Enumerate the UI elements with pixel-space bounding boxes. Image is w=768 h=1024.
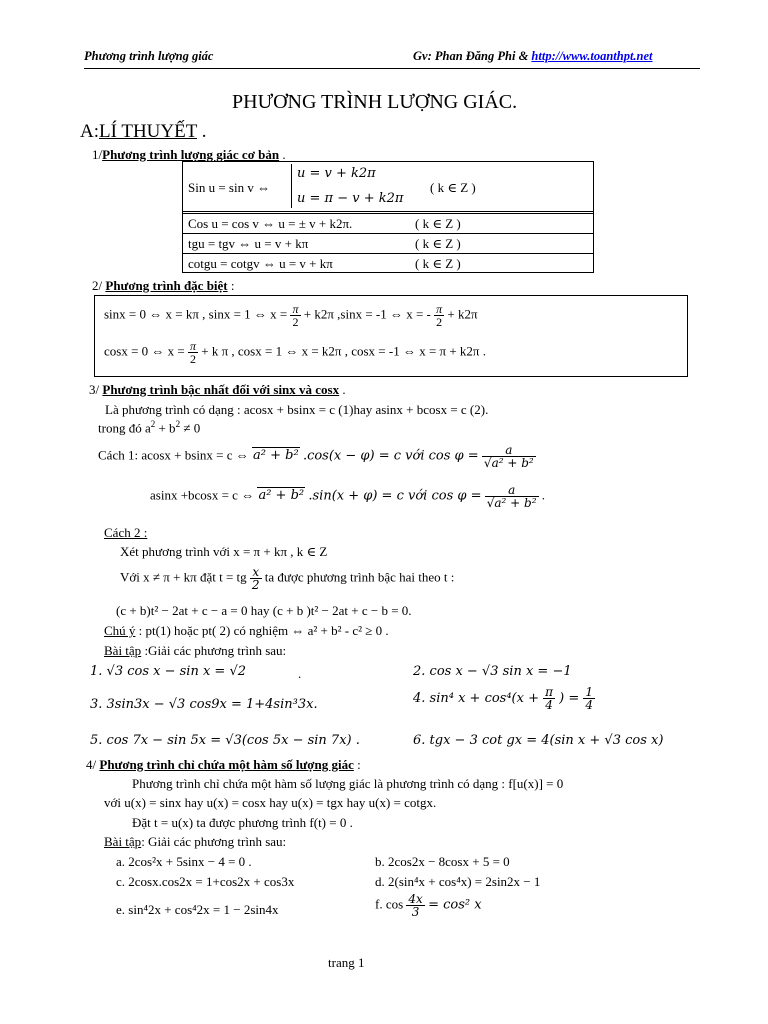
exercise-b: b. 2cos2x − 8cosx + 5 = 0 xyxy=(375,854,510,869)
exercise-6: 6. tgx − 3 cot gx = 4(sin x + √3 cos x) xyxy=(413,733,664,748)
method-2-quadratic: (c + b)t² − 2at + c − a = 0 hay (c + b )t² − 2at + c − b = 0. xyxy=(116,603,412,618)
sin-system-line2: u = π − v + k2π xyxy=(297,191,404,206)
special-sin-line: sinx = 0 ⇔ x = kπ , sinx = 1 ⇔ x = $\frac{\pi}{2}$ + k2π ,sinx = -1 ⇔ x = - $\frac{\pi}{2}$ + k2π xyxy=(104,302,478,329)
table-row-cos: Cos u = cos v ⇔ u = ± v + k2π. xyxy=(188,216,353,231)
method-1-line2: asinx +bcosx = c ⇔ a² + b² .sin(x + φ) = c với cos φ = $\frac{a}{\text{√a² + b²}}$ . xyxy=(150,483,546,510)
s2-heading: 2/ Phương trình đặc biệt : xyxy=(92,278,235,293)
table-cond: ( k ∈ Z ) xyxy=(415,256,461,271)
method-2-label: Cách 2 : xyxy=(104,525,148,540)
method-2-substitution: Với x ≠ π + kπ đặt t = tg $\frac{x}{2}$ ta được phương trình bậc hai theo t : xyxy=(120,565,455,592)
s1-heading: 1/Phương trình lượng giác cơ bản . xyxy=(92,147,286,162)
header-right xyxy=(413,50,653,63)
table-cond: ( k ∈ Z ) xyxy=(415,216,461,231)
table-divider xyxy=(182,211,593,212)
exercise-5: 5. cos 7x − sin 5x = √3(cos 5x − sin 7x) . xyxy=(90,733,360,748)
exercise-1: 1. √3 cos x − sin x = √2 xyxy=(90,664,246,679)
s4-exercises-label: Bài tập: Giải các phương trình sau: xyxy=(104,834,287,849)
s3-condition: trong đó $a^2 + b^2 \ne 0$ xyxy=(98,419,201,436)
header-author: Gv: Phan Đăng Phi & xyxy=(413,49,532,63)
exercise-e: e. sin⁴2x + cos⁴2x = 1 − 2sin4x xyxy=(116,902,279,917)
exercise-f: f. cos $\frac{4x}{3}$ = cos² x xyxy=(375,892,482,919)
exercise-d: d. 2(sin⁴x + cos⁴x) = 2sin2x − 1 xyxy=(375,874,541,889)
section-a-heading: A:LÍ THUYẾT . xyxy=(80,121,207,142)
page-number: trang 1 xyxy=(328,955,365,970)
exercise-3: 3. 3sin3x − √3 cos9x = 1+4sin³3x. xyxy=(90,697,318,712)
special-cos-line: cosx = 0 ⇔ x = $\frac{\pi}{2}$ + k π , cosx = 1 ⇔ x = k2π , cosx = -1 ⇔ x = π + k2π . xyxy=(104,339,486,366)
method-1-line: Cách 1: acosx + bsinx = c ⇔ a² + b² .cos(x − φ) = c với cos φ = $\frac{a}{\text{√a² + b²}}$ xyxy=(98,443,534,470)
exercises-label: Bài tập :Giải các phương trình sau: xyxy=(104,643,287,658)
table-row-cotg: cotgu = cotgv ⇔ u = v + kπ xyxy=(188,256,333,271)
header-website-link[interactable]: http://www.toanthpt.net xyxy=(531,49,653,63)
table-divider xyxy=(182,253,593,254)
s4-u-options: với u(x) = sinx hay u(x) = cosx hay u(x) = tgx hay u(x) = cotgx. xyxy=(104,795,437,810)
header-rule xyxy=(84,68,700,69)
method-2-check: Xét phương trình với x = π + kπ , k ∈ Z xyxy=(120,544,328,559)
s4-heading: 4/ Phương trình chỉ chứa một hàm số lượng giác : xyxy=(86,757,361,772)
table-divider xyxy=(182,213,593,214)
table-cond: ( k ∈ Z ) xyxy=(415,236,461,251)
table-cond: ( k ∈ Z ) xyxy=(430,180,476,195)
exercise-4: 4. sin⁴ x + cos⁴(x + $\frac{\pi}{4}$ ) = $\frac{1}{4}$ xyxy=(413,685,594,712)
s4-definition: Phương trình chỉ chứa một hàm số lượng giác là phương trình có dạng : f[u(x)] = 0 xyxy=(132,776,564,791)
header-left: Phương trình lượng giác xyxy=(84,49,214,63)
s4-substitution: Đặt t = u(x) ta được phương trình f(t) = 0 . xyxy=(132,815,353,830)
page-title: PHƯƠNG TRÌNH LƯỢNG GIÁC. xyxy=(232,91,518,113)
exercise-c: c. 2cosx.cos2x = 1+cos2x + cos3x xyxy=(116,874,295,889)
exercise-1-dot: . xyxy=(298,666,302,681)
s3-definition: Là phương trình có dạng : acosx + bsinx = c (1)hay asinx + bcosx = c (2). xyxy=(105,402,489,417)
exercise-2: 2. cos x − √3 sin x = −1 xyxy=(413,664,572,679)
table-row-tg: tgu = tgv ⇔ u = v + kπ xyxy=(188,236,309,251)
table-divider xyxy=(182,233,593,234)
table-row-sin: Sin u = sin v ⇔ xyxy=(188,180,271,195)
s3-heading: 3/ Phương trình bậc nhất đối với sinx và cosx . xyxy=(89,382,346,397)
sin-system-line1: u = v + k2π xyxy=(297,166,376,181)
exercise-a: a. 2cos²x + 5sinx − 4 = 0 . xyxy=(116,854,252,869)
note-line: Chú ý : pt(1) hoặc pt( 2) có nghiệm ⇔ a² + b² - c² ≥ 0 . xyxy=(104,623,389,638)
